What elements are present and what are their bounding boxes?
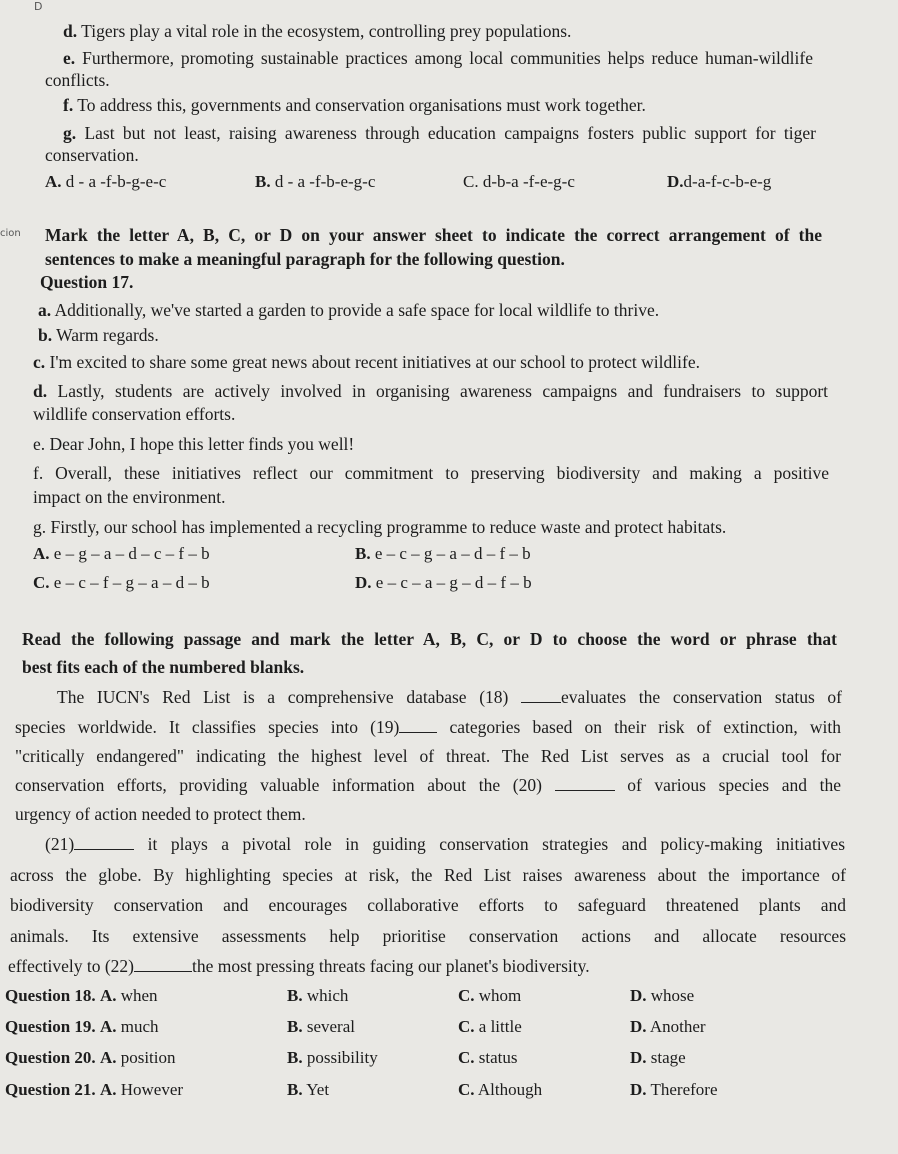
q17-sentence-c: c. I'm excited to share some great news about recent initiatives at our school to protect wildlife. — [33, 352, 700, 372]
passage-line-1: The IUCN's Red List is a comprehensive database (18) evaluates the conservation status of — [57, 687, 842, 707]
passage-line-5: urgency of action needed to protect them. — [15, 804, 306, 824]
passage-line-9: animals. Its extensive assessments help prioritise conservation actions and allocate resources — [10, 926, 846, 946]
blank-19[interactable] — [399, 718, 437, 733]
passage-line-4: conservation efforts, providing valuable information about the (20) of various species and the — [15, 775, 842, 795]
blank-22[interactable] — [134, 957, 192, 972]
instruction2-line1: Read the following passage and mark the letter A, B, C, or D to choose the word or phrase that — [22, 629, 837, 649]
q17-option-c[interactable]: C. e – c – f – g – a – d – b — [33, 573, 210, 592]
q19-option-c[interactable]: C. a little — [458, 1017, 522, 1036]
instruction-line2: sentences to make a meaningful paragraph for the following question. — [45, 249, 565, 269]
blank-20[interactable] — [555, 776, 615, 791]
question-17-title: Question 17. — [40, 272, 134, 292]
prev-sentence-g-line1: g. Last but not least, raising awareness through education campaigns fosters public support for tiger — [63, 123, 816, 143]
q21-option-c[interactable]: C. Although — [458, 1080, 543, 1099]
prev-option-a[interactable]: A. d - a -f-b-g-e-c — [45, 172, 167, 191]
prev-sentence-e-line1: e. Furthermore, promoting sustainable practices among local communities helps reduce human-wildlife — [63, 48, 813, 68]
q17-sentence-f-line2: impact on the environment. — [33, 487, 226, 507]
margin-mark-top: D — [34, 0, 43, 13]
q19-option-d[interactable]: D. Another — [630, 1017, 706, 1036]
q18-option-d[interactable]: D. whose — [630, 986, 695, 1005]
q17-option-a[interactable]: A. e – g – a – d – c – f – b — [33, 544, 210, 563]
instruction2-line2: best fits each of the numbered blanks. — [22, 657, 305, 677]
q17-sentence-a: a. Additionally, we've started a garden to provide a safe space for local wildlife to thrive. — [38, 300, 660, 320]
q20-option-c[interactable]: C. status — [458, 1048, 518, 1067]
q21-option-b[interactable]: B. Yet — [287, 1080, 330, 1099]
q17-option-b[interactable]: B. e – c – g – a – d – f – b — [355, 544, 531, 563]
q20-label: Question 20. A. position — [5, 1048, 176, 1067]
blank-21[interactable] — [74, 835, 134, 850]
passage-line-8: biodiversity conservation and encourages collaborative efforts to safeguard threatened plants and — [10, 895, 846, 915]
q21-option-d[interactable]: D. Therefore — [630, 1080, 718, 1099]
margin-mark-left: cion — [0, 228, 21, 239]
q17-sentence-g: g. Firstly, our school has implemented a recycling programme to reduce waste and protect habitats. — [33, 517, 727, 537]
q17-sentence-e: e. Dear John, I hope this letter finds you well! — [33, 434, 355, 454]
q17-sentence-d-line2: wildlife conservation efforts. — [33, 404, 236, 424]
q18-option-b[interactable]: B. which — [287, 986, 349, 1005]
q18-option-c[interactable]: C. whom — [458, 986, 522, 1005]
q18-label: Question 18. A. when — [5, 986, 158, 1005]
prev-option-b[interactable]: B. d - a -f-b-e-g-c — [255, 172, 376, 191]
prev-option-d[interactable]: D.d-a-f-c-b-e-g — [667, 172, 772, 191]
prev-sentence-g-line2: conservation. — [45, 145, 139, 165]
passage-line-7: across the globe. By highlighting species at risk, the Red List raises awareness about the importance of — [10, 865, 846, 885]
prev-sentence-f: f. To address this, governments and conservation organisations must work together. — [63, 95, 646, 115]
blank-18[interactable] — [521, 688, 561, 703]
q17-sentence-f-line1: f. Overall, these initiatives reflect our commitment to preserving biodiversity and making a positive — [33, 463, 830, 483]
q17-sentence-d-line1: d. Lastly, students are actively involved in organising awareness campaigns and fundraisers to support — [33, 381, 829, 401]
q19-label: Question 19. A. much — [5, 1017, 159, 1036]
q17-sentence-b: b. Warm regards. — [38, 325, 159, 345]
q19-option-b[interactable]: B. several — [287, 1017, 355, 1036]
passage-line-2: species worldwide. It classifies species into (19) categories based on their risk of extinction, with — [15, 717, 841, 737]
q20-option-d[interactable]: D. stage — [630, 1048, 686, 1067]
prev-sentence-d: d. Tigers play a vital role in the ecosystem, controlling prey populations. — [63, 21, 572, 41]
instruction-line1: Mark the letter A, B, C, or D on your answer sheet to indicate the correct arrangement of the — [45, 225, 822, 245]
prev-sentence-e-line2: conflicts. — [45, 70, 110, 90]
q20-option-b[interactable]: B. possibility — [287, 1048, 378, 1067]
prev-option-c[interactable]: C. d-b-a -f-e-g-c — [463, 172, 575, 191]
q21-label: Question 21. A. However — [5, 1080, 184, 1099]
passage-line-6: (21) it plays a pivotal role in guiding conservation strategies and policy-making initiatives — [45, 834, 845, 854]
q17-option-d[interactable]: D. e – c – a – g – d – f – b — [355, 573, 532, 592]
passage-line-10: effectively to (22) the most pressing threats facing our planet's biodiversity. — [8, 956, 590, 976]
passage-line-3: "critically endangered" indicating the highest level of threat. The Red List serves as a crucial tool for — [15, 746, 841, 766]
